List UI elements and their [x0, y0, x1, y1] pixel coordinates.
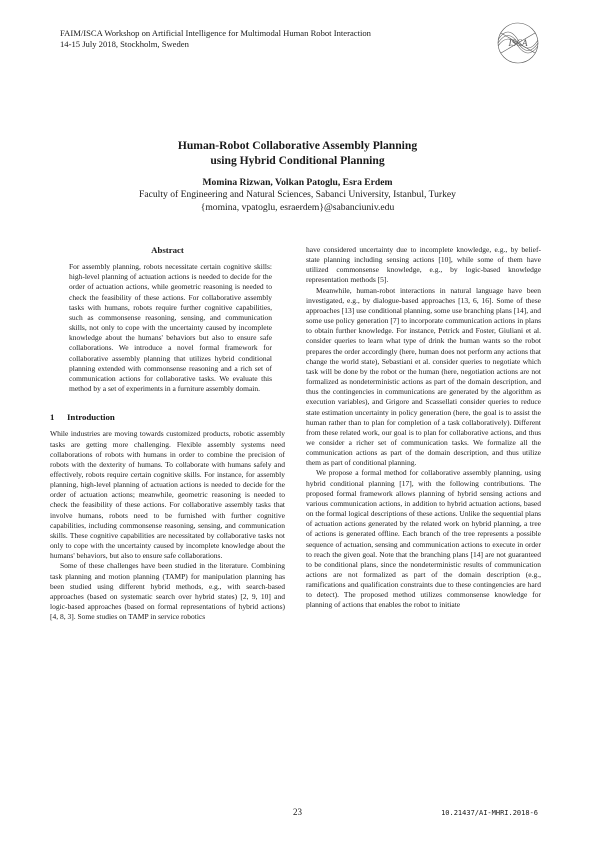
section-number: 1 [50, 412, 55, 423]
right-paragraph-1: have considered uncertainty due to incomplete knowledge, e.g., by belief-state planning including sensing actions [10], while some of them have utilized commonsense knowledge, e.g., by logic-based knowledge representation methods [5]. [306, 245, 541, 285]
abstract-heading: Abstract [151, 245, 184, 255]
workshop-name: FAIM/ISCA Workshop on Artificial Intelligence for Multimodal Human Robot Interaction [60, 28, 371, 38]
author-block [0, 177, 595, 214]
workshop-date-location: 14-15 July 2018, Stockholm, Sweden [60, 39, 189, 49]
page-number: 23 [293, 807, 302, 817]
svg-text:ISCA: ISCA [508, 38, 528, 48]
right-column [306, 245, 541, 611]
intro-paragraph-2: Some of these challenges have been studied in the literature. Combining task planning and motion planning (TAMP) for manipulation planning has been studied using different hybrid methods, e.g., with search-based approaches (based on systematic search over hybrid states) [2, 9, 10] and logic-based approaches (based on formal representations of hybrid actions) [4, 8, 3]. Some studies on TAMP in service robotics [50, 561, 285, 622]
left-column [50, 245, 285, 622]
author-email: {momina, vpatoglu, esraerdem}@sabanciuniv.edu [200, 201, 395, 213]
section-title: Introduction [67, 412, 115, 423]
abstract-text: For assembly planning, robots necessitate certain cognitive skills: high-level planning of actuation actions is needed to decide for the order of actuation actions, while geometric reasoning is needed to check the feasibility of these actions. For collaborative assembly tasks with humans, robots require further cognitive capabilities, such as commonsense reasoning, sensing, and communication skills, not only to cope with the uncertainty caused by incomplete knowledge about the humans' behaviors but also to ensure safe collaborations. We introduce a novel formal framework for collaborative assembly planning that utilizes hybrid conditional planning extended with commonsense reasoning and a rich set of communication actions for collaborative tasks. We evaluate this method by a set of experiments in a furniture assembly domain. [69, 262, 272, 394]
workshop-header [60, 28, 371, 50]
title-line-1: Human-Robot Collaborative Assembly Planning [177, 139, 418, 152]
right-paragraph-2: Meanwhile, human-robot interactions in natural language have been investigated, e.g., by dialogue-based approaches [13, 6, 16]. Some of these approaches [13] use conditional planning, some use branching plans [14], and some use policy generation [7] to incorporate communication actions in plans to obtain further knowledge. For instance, Petrick and Foster, Giuliani et al. consider queries to learn what type of drink the human wants so the robot prepares the order accordingly (here, human does not perform any actions that change the world state), Sebastiani et al. consider queries to negotiate which task will be done by the robot or the human (here, negotiation actions are not formalized as nondeterministic actions as part of the domain description, and thus the contingencies in communications are generated by the algorithm as execution variables), and Grigore and Scassellati consider queries to reduce state estimation uncertainty in policy generation (here, the goal is to assist the human rather than to plan for completion of a task collaboratively). Different from these related work, our goal is to plan for collaborative actions, and thus we consider a richer set of communication tasks. We formalize all the communication actions as part of the domain description, and thus utilize them as part of conditional planning. [306, 285, 541, 468]
author-names: Momina Rizwan, Volkan Patoglu, Esra Erdem [202, 177, 393, 188]
paper-title [0, 138, 595, 168]
author-affiliation: Faculty of Engineering and Natural Sciences, Sabanci University, Istanbul, Turkey [139, 189, 456, 201]
isca-logo [493, 18, 543, 68]
right-paragraph-3: We propose a formal method for collaborative assembly planning, using hybrid conditional planning [17], with the following contributions. The proposed formal framework allows planning of hybrid sensing actions and various communication actions, in addition to hybrid actuation actions, based on the formal logical descriptions of these actions. Unlike the sequential plans of actuation actions generated by the related work on hybrid planning, a tree of actions is generated offline. Each branch of the tree represents a possible sequence of actuation, sensing and communication actions to execute in order to reach the given goal. Note that the branching plans [14] are not guaranteed to be conditional plans, since the nondeterministic results of communication actions are not formalized as part of the domain description (e.g., ramifications and qualification constraints due to these contingencies are hard to detect). The proposed method utilizes commonsense knowledge for planning of actions that enables the robot to initiate [306, 468, 541, 610]
title-line-2: using Hybrid Conditional Planning [210, 154, 385, 167]
doi-label: 10.21437/AI-MHRI.2018-6 [441, 809, 538, 817]
section-heading-introduction [50, 412, 285, 422]
intro-paragraph-1: While industries are moving towards customized products, robotic assembly tasks are getting more challenging. Flexible assembly systems need collaborations of robots with humans in order to combine the precision of robots with the dexterity of humans. To collaborate with humans safely and effectively, robots require certain cognitive skills. For instance, for assembly planning, high-level planning of actuation actions is needed to decide for the order of actuation actions; meanwhile, geometric reasoning is needed to check the feasibility of these actions. For collaborative assembly tasks that involve humans, robots need to be furnished with further cognitive capabilities, including commonsense reasoning, sensing, and communication skills. These cognitive capabilities are necessitated by collaborative tasks not only to cope with the uncertainty caused by incomplete knowledge about the humans' behaviors, but also to ensure safe collaborations. [50, 429, 285, 561]
